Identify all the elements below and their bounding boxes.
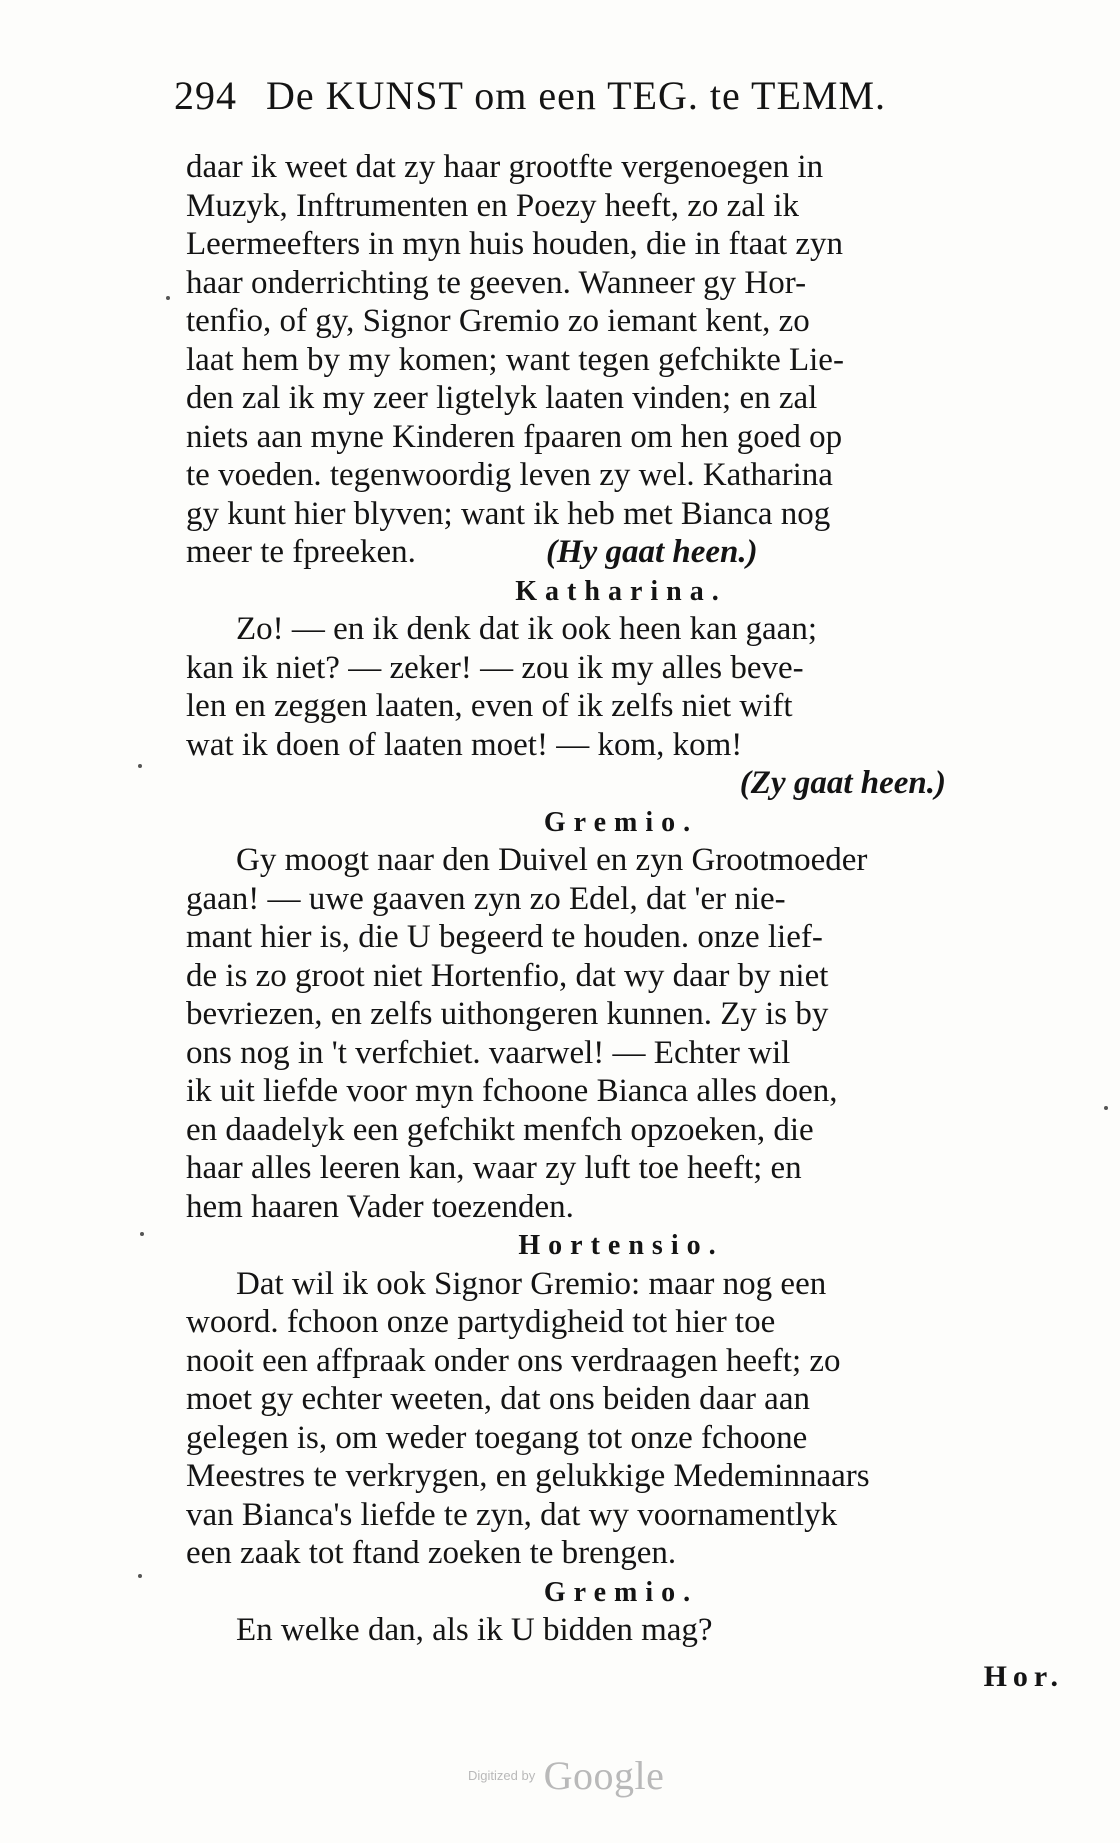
text-line: len en zeggen laaten, even of ik zelfs niet wift [186, 688, 793, 724]
text-line: Muzyk, Inftrumenten en Poezy heeft, zo zal ik [186, 187, 800, 224]
text-line: nooit een affpraak onder ons verdraagen heeft; zo [186, 1342, 841, 1379]
page-body [186, 148, 1056, 1650]
speaker-gremio: Gremio. [543, 806, 699, 838]
text-line: kan ik niet? — zeker! — zou ik my alles beve- [186, 649, 804, 686]
text-line: laat hem by my komen; want tegen gefchikte Lie- [186, 341, 844, 378]
stage-direction: (Zy gaat heen.) [739, 765, 946, 801]
text-line: tenfio, of gy, Signor Gremio zo iemant kent, zo [186, 303, 810, 339]
text-line: daar ik weet dat zy haar grootfte vergenoegen in [186, 149, 824, 185]
text-line: moet gy echter weeten, dat ons beiden daar aan [186, 1381, 810, 1417]
text-line: van Bianca's liefde te zyn, dat wy voornamentlyk [186, 1496, 838, 1533]
stage-direction: (Hy gaat heen.) [545, 534, 758, 570]
catchword: Hor. [983, 1660, 1064, 1693]
speaker-gremio: Gremio. [543, 1576, 699, 1608]
ink-speck [1104, 1106, 1108, 1110]
watermark-brand: Google [543, 1753, 665, 1798]
ink-speck [166, 296, 170, 300]
text-line: haar alles leeren kan, waar zy luft toe heeft; en [186, 1150, 802, 1186]
text-line: Dat wil ik ook Signor Gremio: maar nog een [236, 1265, 827, 1302]
text-line: Zo! — en ik denk dat ik ook heen kan gaan; [236, 611, 817, 647]
text-line: En welke dan, als ik U bidden mag? [236, 1612, 713, 1648]
page-header [174, 72, 994, 122]
text-fragment: meer te fpreeken. [186, 534, 416, 570]
text-line: woord. fchoon onze partydigheid tot hier toe [186, 1304, 776, 1340]
text-line: ik uit liefde voor myn fchoone Bianca alles doen, [186, 1073, 838, 1109]
text-line: gelegen is, om weder toegang tot onze fchoone [186, 1419, 808, 1456]
text-line: gaan! — uwe gaaven zyn zo Edel, dat 'er nie- [186, 880, 786, 917]
text-line: mant hier is, die U begeerd te houden. onze lief- [186, 919, 823, 955]
digitization-watermark [468, 1752, 664, 1799]
ink-speck [140, 1232, 144, 1236]
text-line: den zal ik my zeer ligtelyk laaten vinden; en zal [186, 380, 818, 416]
watermark-prefix: Digitized by [468, 1768, 536, 1783]
text-line: gy kunt hier blyven; want ik heb met Bianca nog [186, 495, 831, 532]
text-line: niets aan myne Kinderen fpaaren om hen goed op [186, 418, 843, 455]
text-line: Gy moogt naar den Duivel en zyn Grootmoeder [236, 842, 868, 878]
text-line: haar onderrichting te geeven. Wanneer gy Hor- [186, 264, 807, 301]
page-number: 294 [174, 73, 237, 118]
text-line: wat ik doen of laaten moet! — kom, kom! [186, 726, 743, 763]
text-line: de is zo groot niet Hortenfio, dat wy daar by niet [186, 957, 829, 994]
ink-speck [138, 1574, 142, 1578]
speaker-hortensio: Hortensio. [518, 1230, 724, 1261]
speaker-katharina: Katharina. [515, 575, 727, 607]
ink-speck [138, 764, 142, 768]
text-line: Meestres te verkrygen, en gelukkige Medeminnaars [186, 1458, 870, 1494]
running-title: De KUNST om een TEG. te TEMM. [266, 73, 887, 118]
text-line: en daadelyk een gefchikt menfch opzoeken, die [186, 1111, 814, 1148]
text-line: bevriezen, en zelfs uithongeren kunnen. Zy is by [186, 996, 829, 1032]
text-line: Leermeefters in myn huis houden, die in ftaat zyn [186, 226, 844, 262]
text-line [186, 533, 1056, 572]
text-line: te voeden. tegenwoordig leven zy wel. Katharina [186, 457, 833, 493]
text-line: hem haaren Vader toezenden. [186, 1188, 574, 1225]
text-line: ons nog in 't verfchiet. vaarwel! — Echter wil [186, 1034, 791, 1071]
text-line: een zaak tot ftand zoeken te brengen. [186, 1535, 677, 1571]
